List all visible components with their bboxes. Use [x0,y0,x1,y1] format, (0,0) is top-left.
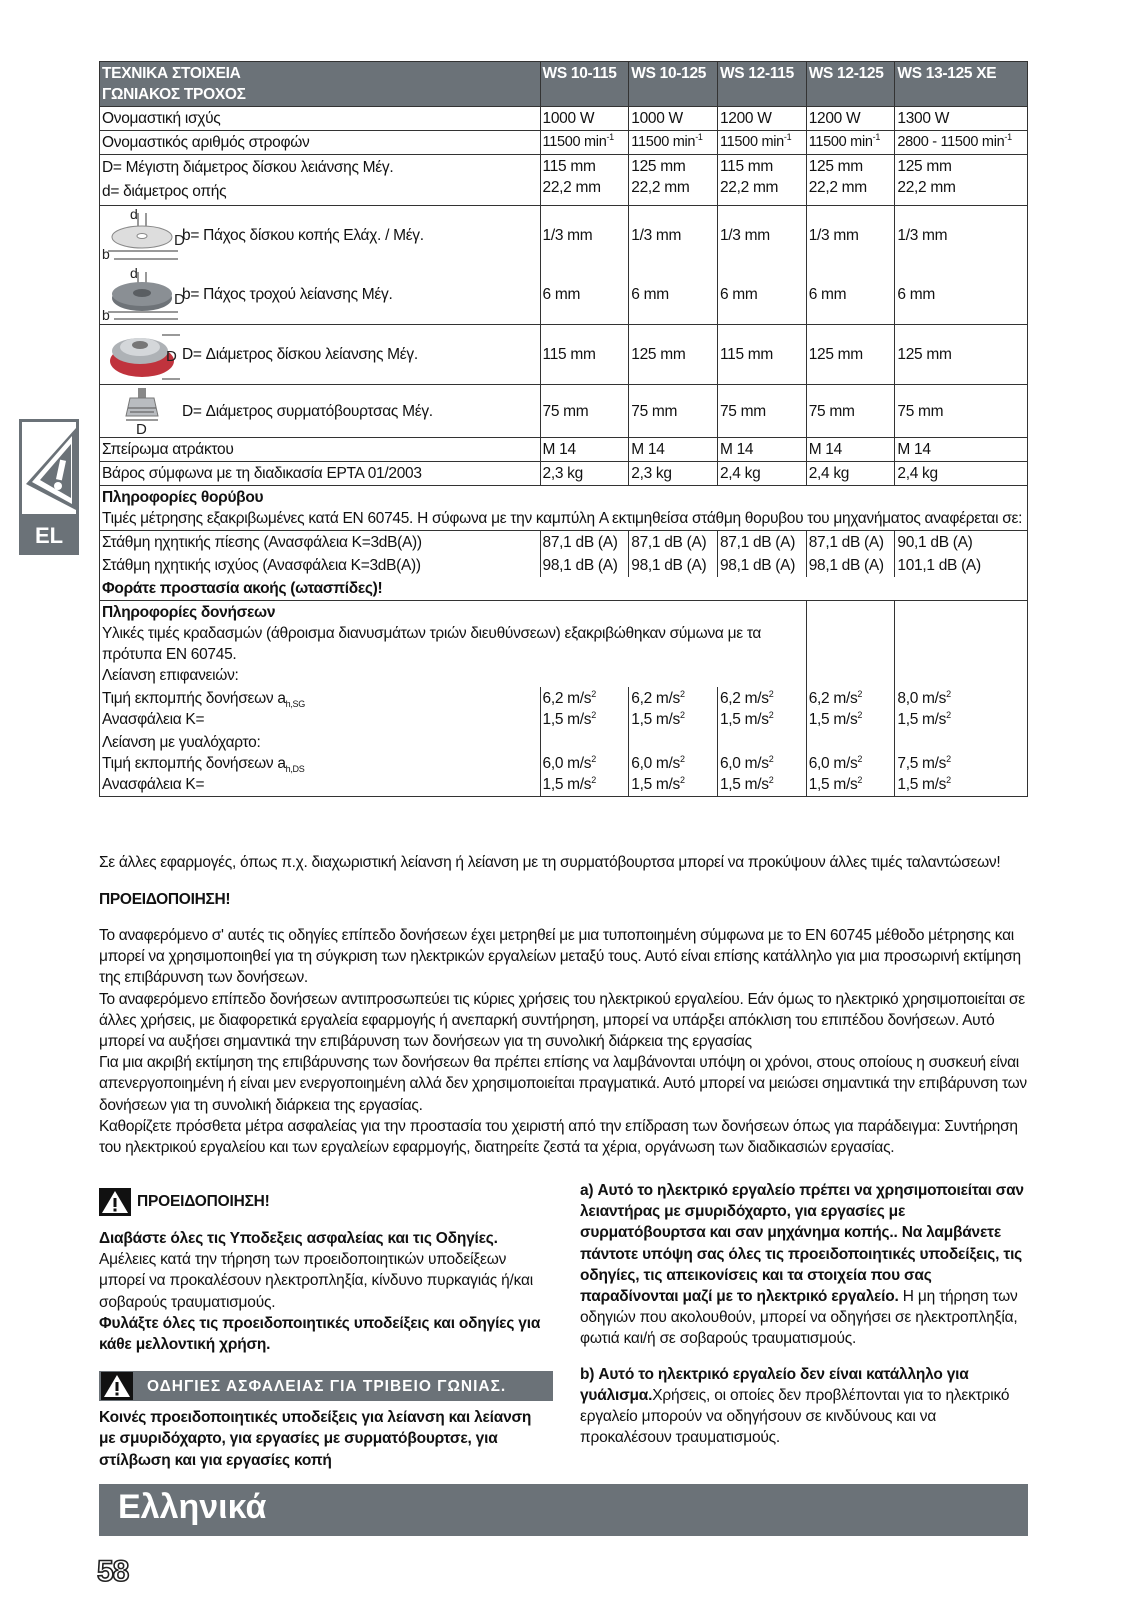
noise-title: Πληροφορίες θορύβου [102,489,264,506]
row-label: Τιμή εκπομπής δονήσεων $a_{h,SG}$ Ανασφάλεια K= [100,687,541,731]
vibration-title: Πληροφορίες δονήσεων [102,604,276,621]
warning-triangle-icon [22,422,76,514]
cell-value: 11500 $\min^{-1}$ [540,131,629,155]
cell-value: 98,1 dB (A) [629,554,718,577]
svg-text:d: d [130,265,138,282]
paragraph: Καθορίζετε πρόσθετα μέτρα ασφαλείας για την προστασία του χειριστή από την επίδραση των δονήσεων όπως για παράδειγμα: Συντήρηση του ηλεκτρικού εργαλείου και των εργαλείων εφαρμογής, διατηρείτε ζεστά τα χέρια, οργάνωση των διαδικασιών εργασίας. [99,1117,1018,1157]
cell-value: 1200 W [806,107,895,131]
cell-value: 6,0 $m/s^2$ 1,5 $m/s^2$ [806,731,895,797]
cell-value: 6,2 $m/s^2$ 1,5 $m/s^2$ [540,687,629,731]
cell-value: 6,2 $m/s^2$ 1,5 $m/s^2$ [806,687,895,731]
cell-value: 1000 W [629,107,718,131]
warning-triangle-icon [99,1188,131,1216]
right-column [580,1180,1028,1448]
cell-value: 125 mm [895,325,1028,385]
table-row-power [100,107,1028,131]
keep-instructions: Φυλάξτε όλες τις προειδοποιητικές υποδείξεις και οδηγίες για κάθε μελλοντική χρήση. [99,1314,541,1354]
cell-value: 11500 $\min^{-1}$ [717,131,806,155]
model-header: WS 12-115 [717,62,806,107]
language-side-tab [19,419,79,555]
cell-value: M 14 [540,438,629,462]
cell-value: 1/3 mm [717,206,806,265]
warning-title: ΠΡΟΕΙΔΟΠΟΙΗΣΗ! [99,891,231,908]
left-warning-heading [99,1188,547,1216]
cell-value: 125 mm 22,2 mm [895,155,1028,206]
language-code: EL [19,517,79,555]
bore-label: d= διάμετρος οπής [102,183,227,200]
svg-text:b: b [102,307,110,324]
table-row-diameters [100,155,1028,206]
cell-value: 2,3 kg [629,462,718,486]
table-row-sound-pressure [100,531,1028,555]
surface-grinding-label: Λείανση επιφανειών: [102,667,239,684]
left-column [99,1188,547,1471]
model-header: WS 12-125 [806,62,895,107]
row-label [100,385,541,438]
noise-section [100,486,1028,531]
table-row-thread [100,438,1028,462]
model-header: WS 10-115 [540,62,629,107]
cell-value: M 14 [895,438,1028,462]
cell-value: 6 mm [629,265,718,325]
wire-brush-diagram [102,386,182,436]
cell-value: 11500 $\min^{-1}$ [629,131,718,155]
row-label [100,265,541,325]
table-row-sound-power [100,554,1028,577]
grinding-wheel-diagram [102,265,185,324]
cell-value: 6 mm [895,265,1028,325]
cell-value: 1/3 mm [540,206,629,265]
cell-value: 115 mm [717,325,806,385]
cell-value: M 14 [629,438,718,462]
cell-value: 1/3 mm [895,206,1028,265]
row-label: Ονομαστικός αριθμός στροφών [100,131,541,155]
cell-value: 87,1 dB (A) [540,531,629,555]
table-header-row [100,62,1028,107]
cell-value: 75 mm [629,385,718,438]
common-warnings: Κοινές προειδοποιητικές υποδείξεις για λείανση και λείανση με σμυριδόχαρτο, για εργασίες με συρματόβουρτσε, για στίλβωση και για εργασίες κοπή [99,1409,532,1469]
svg-text:D: D [174,232,185,250]
warning-title-text: ΠΡΟΕΙΔΟΠΟΙΗΣΗ! [137,1193,270,1211]
cell-value: 6 mm [540,265,629,325]
row-label [100,206,541,265]
warning-paragraphs [99,925,1028,1158]
cell-value: 1300 W [895,107,1028,131]
cell-value: 1200 W [717,107,806,131]
safety-instructions-bar [99,1371,553,1401]
cell-value: 2,4 kg [717,462,806,486]
cell-value: 98,1 dB (A) [717,554,806,577]
table-row-surface-emission [100,687,1028,731]
row-label: Σπείρωμα ατράκτου [100,438,541,462]
footer-language-title: Ελληνικά [118,1488,267,1526]
grinding-wheel-label: b= Πάχος τροχού λείανσης Μέγ. [182,285,393,303]
vibration-section [100,601,1028,688]
cell-value: 125 mm [629,325,718,385]
model-header: WS 13-125 XE [895,62,1028,107]
svg-text:D: D [166,347,177,365]
hearing-protection-note: Φοράτε προστασία ακοής (ωτασπίδες)! [100,577,1028,601]
sanding-disc-diagram [102,327,182,383]
cell-value: 75 mm [540,385,629,438]
cell-value: 125 mm [806,325,895,385]
instruction-b: b) Αυτό το ηλεκτρικό εργαλείο δεν είναι κατάλληλο για γυάλισμα.Χρήσεις, οι οποίες δεν προβλέπονται για το ηλεκτρικό εργαλείο μπορούν να οδηγήσουν σε κινδύνους και να προκαλέσουν τραυματισμούς. [580,1365,1010,1447]
cell-value: 7,5 $m/s^2$ 1,5 $m/s^2$ [895,731,1028,797]
row-label: Λείανση με γυαλόχαρτο: Τιμή εκπομπής δονήσεων $a_{h,DS}$ Ανασφάλεια K= [100,731,541,797]
cell-value: 90,1 dB (A) [895,531,1028,555]
cell-value: 115 mm 22,2 mm [717,155,806,206]
row-label: Βάρος σύμφωνα με τη διαδικασία EPTA 01/2003 [100,462,541,486]
other-applications-note: Σε άλλες εφαρμογές, όπως π.χ. διαχωριστική λείανση ή λείανση με τη συρματόβουρτσα μπορεί να προκύψουν άλλες τιμές ταλαντώσεων! [99,854,1001,871]
spacer-cell [895,601,1028,688]
cell-value: 98,1 dB (A) [540,554,629,577]
table-row-weight [100,462,1028,486]
svg-text:D: D [136,421,147,438]
cell-value: 75 mm [717,385,806,438]
row-label [100,155,541,206]
cutting-disc-label: b= Πάχος δίσκου κοπής Ελάχ. / Μέγ. [182,226,424,244]
vibration-info [100,601,807,688]
cell-value: 1/3 mm [806,206,895,265]
cell-value: 75 mm [806,385,895,438]
cell-value: 1000 W [540,107,629,131]
warning-sign-box [19,419,79,517]
paragraph: Για μια ακριβή εκτίμηση της επιβάρυνσης των δονήσεων θα πρέπει επίσης να λαμβάνονται υπόψη οι χρόνοι, στους οποίους η συσκευή είναι απενεργοποιημένη ή είναι μεν ενεργοποιημένη αλλά δεν χρησιμοποιείται πραγματικά. Αυτό μπορεί να μειώσει σημαντικά την επιβάρυνση των δονήσεων για τη συνολική διάρκεια της εργασίας. [99,1054,1027,1114]
cell-value: M 14 [806,438,895,462]
cell-value: 6,0 $m/s^2$ 1,5 $m/s^2$ [629,731,718,797]
svg-text:d: d [130,206,138,223]
table-row-wire-brush [100,385,1028,438]
cell-value: 125 mm 22,2 mm [629,155,718,206]
cell-value: 115 mm 22,2 mm [540,155,629,206]
cutting-disc-diagram [102,206,185,263]
cell-value: 125 mm 22,2 mm [806,155,895,206]
page-number: 58 [97,1555,129,1588]
cell-value: M 14 [717,438,806,462]
cell-value: 6,2 $m/s^2$ 1,5 $m/s^2$ [717,687,806,731]
table-row-sanding-disc [100,325,1028,385]
cell-value: 2800 - 11500 $\min^{-1}$ [895,131,1028,155]
cell-value: 87,1 dB (A) [806,531,895,555]
max-diameter-label: D= Μέγιστη διάμετρος δίσκου λειάνσης Μέγ. [102,159,394,176]
cell-value: 101,1 dB (A) [895,554,1028,577]
instruction-a: a) Αυτό το ηλεκτρικό εργαλείο πρέπει να χρησιμοποιείται σαν λειαντήρας με σμυριδόχαρτο, για εργασίες με συρματόβουρτσα και σαν μηχάνημα κοπής.. Να λαμβάνετε πάντοτε υπόψη σας όλες τις προειδοποιητικές υποδείξεις, τις οδηγίες, τις απεικονίσεις και τα στοιχεία που σας παραδίνονται μαζί με το ηλεκτρικό εργαλείο. Η μη τήρηση των οδηγιών που ακολουθούν, μπορεί να οδηγήσει σε ηλεκτροπληξία, φωτιά και/ή σε σοβαρούς τραυματισμούς. [580,1182,1024,1348]
read-all-text: Αμέλειες κατά την τήρηση των προειδοποιητικών υποδείξεων μπορεί να προκαλέσουν ηλεκτροπληξία, κίνδυνο πυρκαγιάς ή/και σοβαρούς τραυματισμούς. [99,1251,534,1311]
cell-value: 1/3 mm [629,206,718,265]
sanding-disc-label: D= Διάμετρος δίσκου λείανσης Μέγ. [182,346,418,363]
cell-value: 2,4 kg [895,462,1028,486]
noise-info [100,486,1028,531]
read-all-instructions: Διαβάστε όλες τις Υποδεξεις ασφαλείας και τις Οδηγίες. [99,1230,498,1247]
table-row-grinding-wheel [100,265,1028,325]
paragraph: Το αναφερόμενο σ' αυτές τις οδηγίες επίπεδο δονήσεων έχει μετρηθεί με μια τυποποιημένη σύμφωνα με το EN 60745 μέθοδο μέτρησης και μπορεί να χρησιμοποιηθεί για τη σύγκριση των ηλεκτρικών εργαλείων μεταξύ τους. Αυτό είναι επίσης κατάλληλο για μια προσωρινή εκτίμηση της επιβάρυνση των δονήσεων. [99,927,1021,987]
hearing-protection-row [100,577,1028,601]
cell-value: 8,0 $m/s^2$ 1,5 $m/s^2$ [895,687,1028,731]
svg-text:D: D [174,291,185,309]
technical-data-table [99,61,1028,797]
row-label: Στάθμη ηχητικής πίεσης (Ανασφάλεια K=3dB(A)) [100,531,541,555]
cell-value: 2,4 kg [806,462,895,486]
cell-value: 2,3 kg [540,462,629,486]
warning-triangle-icon [101,1372,133,1400]
cell-value: 75 mm [895,385,1028,438]
noise-intro: Τιμές μέτρησης εξακριβωμένες κατά EN 60745. Η σύφωνα με την καμπύλη A εκτιμηθείσα στάθμη θορυβου του μηχανήματος αναφέρεται σε: [102,510,1023,527]
table-row-cutting-disc [100,206,1028,265]
cell-value: 6 mm [717,265,806,325]
cell-value: 87,1 dB (A) [717,531,806,555]
cell-value: 98,1 dB (A) [806,554,895,577]
cell-value: 6 mm [806,265,895,325]
wire-brush-label: D= Διάμετρος συρματόβουρτσας Μέγ. [182,402,433,420]
safety-bar-title: ΟΔΗΓΙΕΣ ΑΣΦΑΛΕΙΑΣ ΓΙΑ ΤΡΙΒΕΙΟ ΓΩΝΙΑΣ. [147,1377,507,1395]
cell-value: 11500 $\min^{-1}$ [806,131,895,155]
cell-value: 115 mm [540,325,629,385]
table-title: ΤΕΧΝΙΚΑ ΣΤΟΙΧΕΙΑ ΓΩΝΙΑΚΟΣ ΤΡΟΧΟΣ [100,62,541,107]
row-label: Στάθμη ηχητικής ισχύος (Ανασφάλεια K=3dB(A)) [100,554,541,577]
spacer-cell [806,601,895,688]
vibration-intro: Υλικές τιμές κραδασμών (άθροισμα διανυσμάτων τριών διευθύνσεων) εξακριβώθηκαν σύμωνα με τα πρότυπα EN 60745. [102,625,762,663]
table-row-sanding-emission [100,731,1028,797]
svg-text:b: b [102,246,110,263]
cell-value: 6,0 $m/s^2$ 1,5 $m/s^2$ [717,731,806,797]
model-header: WS 10-125 [629,62,718,107]
cell-value: 6,2 $m/s^2$ 1,5 $m/s^2$ [629,687,718,731]
cell-value: 87,1 dB (A) [629,531,718,555]
table-row-speed [100,131,1028,155]
cell-value: 6,0 $m/s^2$ 1,5 $m/s^2$ [540,731,629,797]
paragraph: Το αναφερόμενο επίπεδο δονήσεων αντιπροσωπεύει τις κύριες χρήσεις του ηλεκτρικού εργαλείου. Εάν όμως το ηλεκτρικό χρησιμοποιείται σε άλλες χρήσεις, με διαφορετικά εργαλεία εφαρμογής ή ανεπαρκή συντήρηση, μπορεί να υπάρξει απόκλιση του επιπέδου δονήσεων. Αυτό μπορεί να αυξήσει σημαντικά την επιβάρυνση των δονήσεων για τη συνολική διάρκεια της εργασίας [99,990,1025,1051]
row-label: Ονομαστική ισχύς [100,107,541,131]
row-label [100,325,541,385]
